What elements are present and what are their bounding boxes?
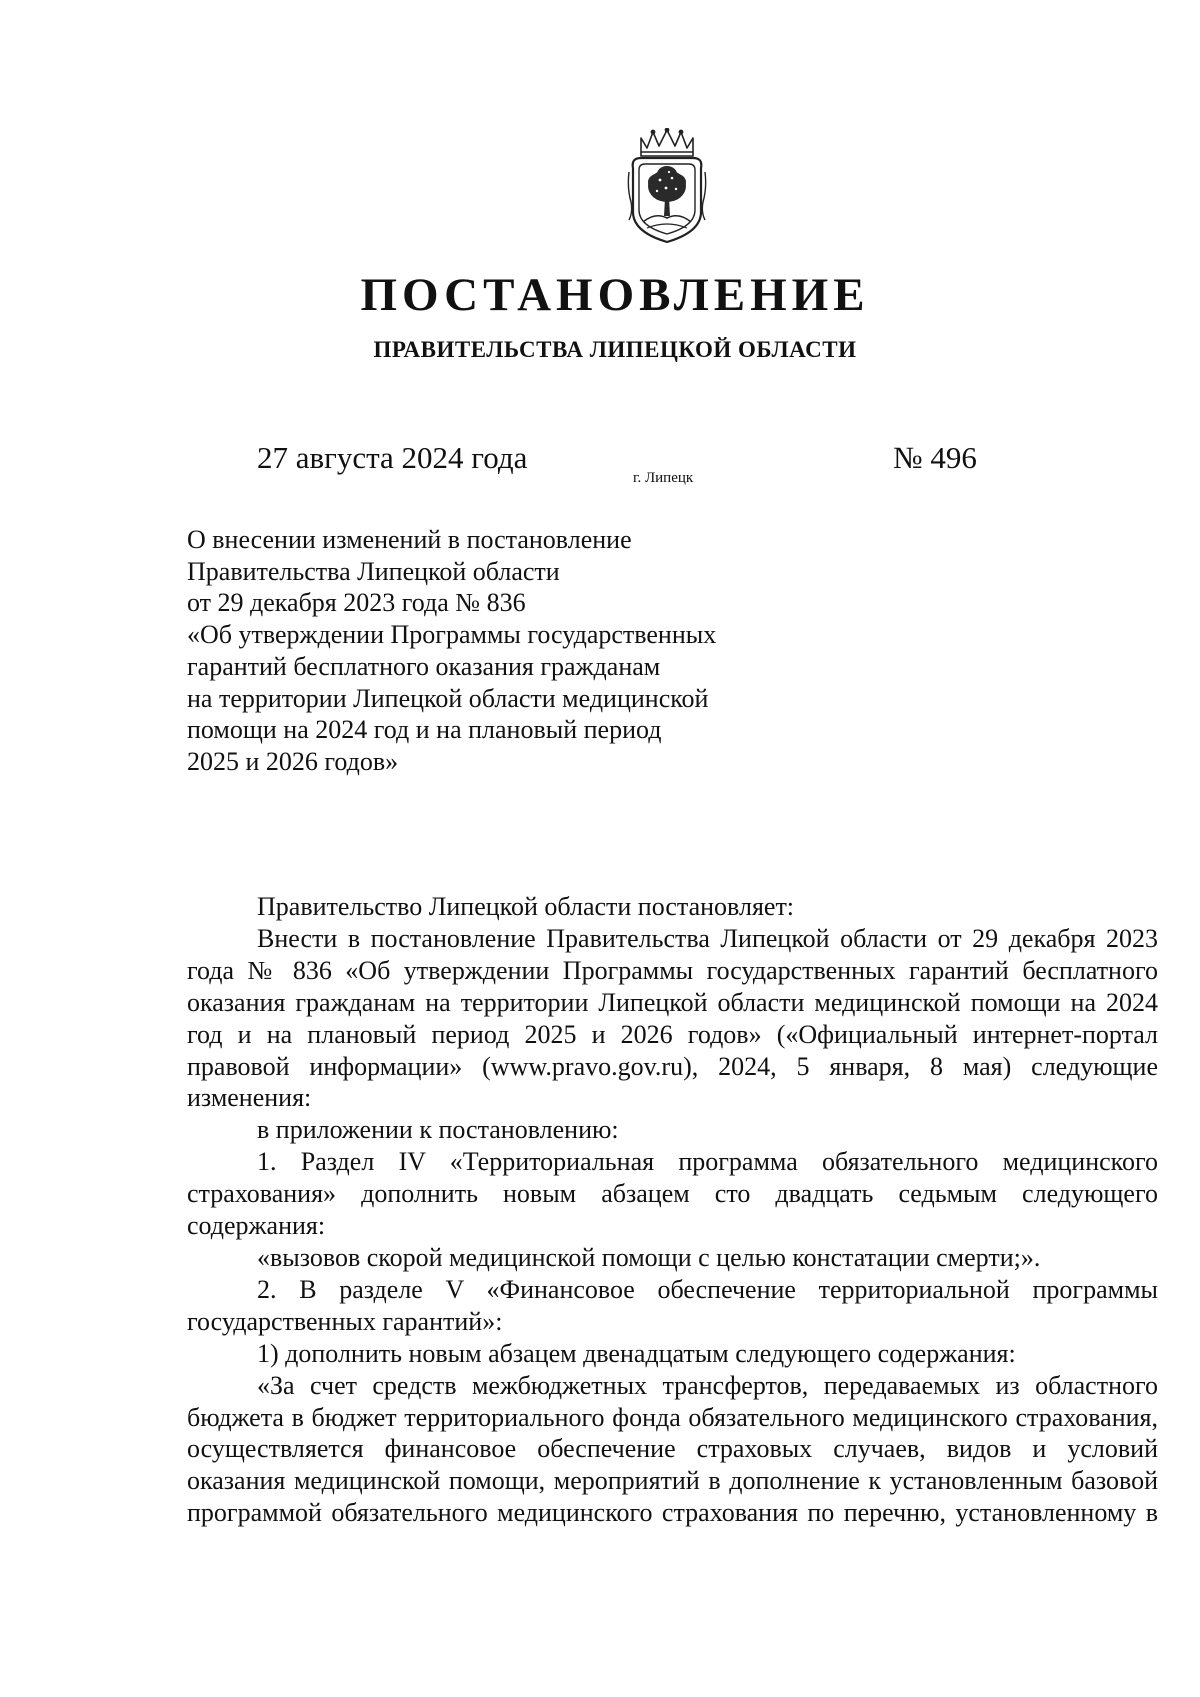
subject-line: О внесении изменений в постановление xyxy=(187,525,632,554)
body-paragraph-quote-2: «За счет средств межбюджетных трансфертов, передаваемых из областного бюджета в бюджет территориального фонда обязательного медицинского страхования, осуществляется финансовое обеспечение страховых случаев, видов и условий оказания медицинской помощи, мероприятий в дополнение к установленным базовой программой обязательного медицинского страхования по перечню, установленному в xyxy=(187,1370,1158,1528)
subject-line: «Об утверждении Программы государственных xyxy=(187,620,717,650)
document-body xyxy=(187,891,1158,1529)
subject-line: от 29 декабря 2023 года № 836 xyxy=(187,588,526,618)
subject-line: гарантий бесплатного оказания гражданам xyxy=(187,651,661,681)
document-number: № 496 xyxy=(893,440,977,475)
body-paragraph-subitem-1: 1) дополнить новым абзацем двенадцатым следующего содержания: xyxy=(257,1338,1016,1368)
body-paragraph-appendix: в приложении к постановлению: xyxy=(257,1115,619,1145)
subject-line: 2025 и 2026 годов» xyxy=(187,746,399,776)
body-paragraph-item-1: 1. Раздел IV «Территориальная программа обязательного медицинского страхования» дополнить новым абзацем сто двадцать седьмым следующего содержания: xyxy=(187,1147,1158,1241)
body-paragraph-quote-1: «вызовов скорой медицинской помощи с целью констатации смерти;». xyxy=(257,1242,1041,1272)
lipetsk-oblast-coat-of-arms-icon xyxy=(627,128,707,248)
subject-line: помощи на 2024 год и на плановый период xyxy=(187,715,662,745)
document-date: 27 августа 2024 года xyxy=(257,440,528,475)
document-type-title: ПОСТАНОВЛЕНИЕ xyxy=(360,269,870,321)
document-city: г. Липецк xyxy=(633,470,694,486)
document-subject xyxy=(187,524,716,778)
body-paragraph-amendment: Внести в постановление Правительства Липецкой области от 29 декабря 2023 года № 836 «Об утверждении Программы государственных гарантий бесплатного оказания гражданам на территории Липецкой области медицинской помощи на 2024 год и на плановый период 2025 и 2026 годов» («Официальный интернет-портал правовой информации» (www.pravo.gov.ru), 2024, 5 января, 8 мая) следующие изменения: xyxy=(187,923,1158,1113)
body-paragraph-item-2: 2. В разделе V «Финансовое обеспечение территориальной программы государственных гарантий»: xyxy=(187,1274,1158,1336)
subject-line: на территории Липецкой области медицинской xyxy=(187,683,709,713)
body-paragraph-preamble: Правительство Липецкой области постановляет: xyxy=(257,892,795,921)
subject-line: Правительства Липецкой области xyxy=(187,556,560,586)
issuer-heading: ПРАВИТЕЛЬСТВА ЛИПЕЦКОЙ ОБЛАСТИ xyxy=(373,337,857,362)
